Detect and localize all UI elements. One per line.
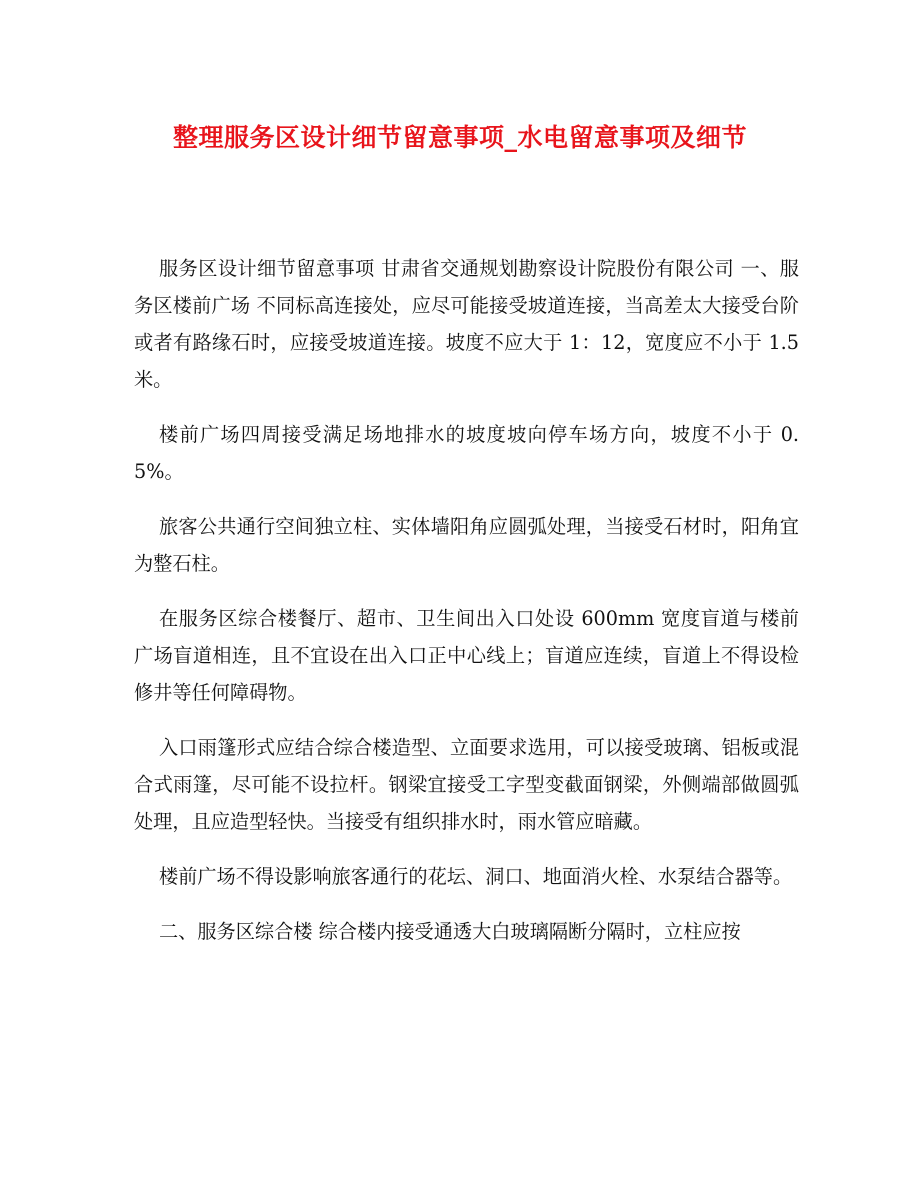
paragraph-4: 在服务区综合楼餐厅、超市、卫生间出入口处设 600mm 宽度盲道与楼前广场盲道相连，且不宜设在出入口正中心线上；盲道应连续，盲道上不得设检修井等任何障碍物。 (134, 607, 799, 704)
document-body (134, 250, 799, 968)
paragraph-3: 旅客公共通行空间独立柱、实体墙阳角应圆弧处理，当接受石材时，阳角宜为整石柱。 (134, 515, 799, 575)
paragraph-6: 楼前广场不得设影响旅客通行的花坛、洞口、地面消火栓、水泵结合器等。 (159, 865, 793, 888)
document-title: 整理服务区设计细节留意事项_水电留意事项及细节 (172, 123, 747, 152)
paragraph-7: 二、服务区综合楼 综合楼内接受通透大白玻璃隔断分隔时，立柱应按 (159, 920, 741, 943)
paragraph-2: 楼前广场四周接受满足场地排水的坡度坡向停车场方向，坡度不小于 0.5%。 (134, 423, 799, 483)
paragraph-5: 入口雨篷形式应结合综合楼造型、立面要求选用，可以接受玻璃、铝板或混合式雨篷，尽可能不设拉杆。钢梁宜接受工字型变截面钢梁，外侧端部做圆弧处理，且应造型轻快。当接受有组织排水时，雨水管应暗藏。 (134, 736, 799, 833)
paragraph-1: 服务区设计细节留意事项 甘肃省交通规划勘察设计院股份有限公司 一、服务区楼前广场 不同标高连接处，应尽可能接受坡道连接，当高差太大接受台阶或者有路缘石时，应接受坡道连接。坡度不应大于 1：12，宽度应不小于 1.5 米。 (134, 257, 799, 391)
